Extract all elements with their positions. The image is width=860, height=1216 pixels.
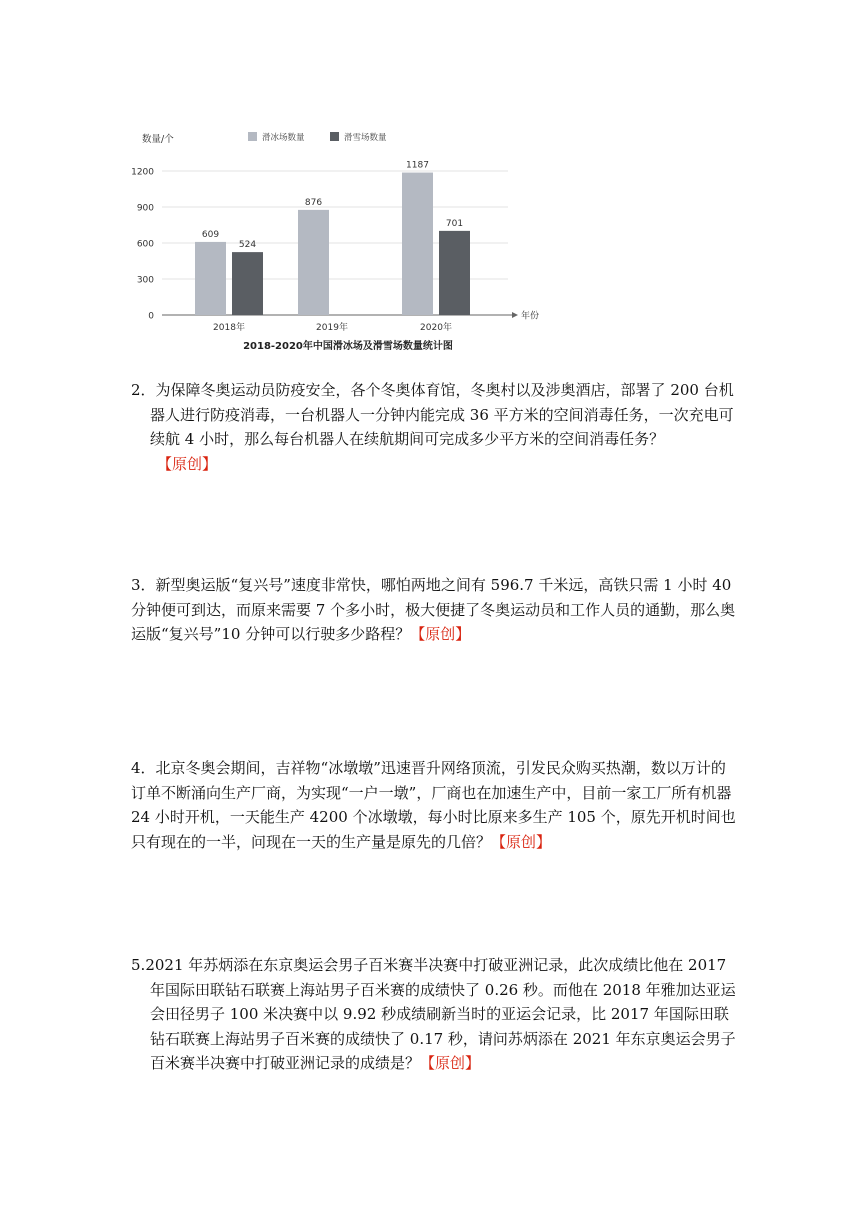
question-5 (131, 953, 739, 1076)
question-5-tag: 【原创】 (420, 1054, 481, 1072)
bar (402, 173, 433, 315)
x-axis-label: 年份 (521, 311, 540, 322)
y-tick-label: 900 (136, 203, 154, 214)
question-3-tag: 【原创】 (410, 625, 471, 643)
y-tick-label: 300 (136, 275, 154, 286)
x-axis-arrow (512, 312, 518, 318)
question-4 (131, 756, 739, 854)
bar (195, 242, 226, 315)
x-tick-label: 2020年 (420, 323, 452, 333)
bar (439, 231, 470, 315)
question-2 (131, 378, 739, 476)
question-2-body (131, 378, 739, 452)
legend-swatch (248, 132, 257, 141)
y-tick-label: 0 (148, 311, 154, 322)
y-axis-label: 数量/个 (142, 134, 174, 145)
data-label: 524 (238, 240, 257, 251)
x-tick-label: 2018年 (213, 323, 245, 333)
question-2-number: 2． (131, 381, 156, 399)
data-label: 1187 (406, 160, 429, 171)
legend-label: 滑冰场数量 (262, 133, 305, 143)
chart-title: 2018-2020年中国滑冰场及滑雪场数量统计图 (243, 341, 453, 352)
y-tick-label: 600 (136, 239, 154, 250)
bar (298, 210, 329, 315)
question-4-text: 北京冬奥会期间，吉祥物“冰墩墩”迅速晋升网络顶流，引发民众购买热潮，数以万计的订单不断涌向生产厂商，为实现“一户一墩”，厂商也在加速生产中，目前一家工厂所有机器 24 小时开机，一天能生产 4200 个冰墩墩，每小时比原来多生产 105 个，原先开机时间也只有现在的一半，问现在一天的生产量是原先的几倍？ (131, 759, 736, 851)
legend-swatch (330, 132, 339, 141)
bar (232, 252, 263, 315)
question-3 (131, 573, 739, 647)
question-3-text: 新型奥运版“复兴号”速度非常快，哪怕两地之间有 596.7 千米远，高铁只需 1 小时 40 分钟便可到达，而原来需要 7 个多小时，极大便捷了冬奥运动员和工作人员的通勤，那么奥运版“复兴号”10 分钟可以行驶多少路程？ (131, 576, 736, 643)
question-5-number: 5. (131, 956, 146, 974)
question-4-tag: 【原创】 (491, 832, 552, 851)
question-2-text: 为保障冬奥运动员防疫安全，各个冬奥体育馆，冬奥村以及涉奥酒店，部署了 200 台机器人进行防疫消毒，一台机器人一分钟内能完成 36 平方米的空间消毒任务，一次充电可续航 4 小时，那么每台机器人在续航期间可完成多少平方米的空间消毒任务？ (150, 381, 734, 448)
data-label: 701 (445, 218, 464, 229)
data-label: 609 (201, 229, 220, 240)
x-tick-label: 2019年 (316, 323, 348, 333)
bar-chart (128, 124, 548, 360)
question-5-text: 2021 年苏炳添在东京奥运会男子百米赛半决赛中打破亚洲记录，此次成绩比他在 2017 年国际田联钻石联赛上海站男子百米赛的成绩快了 0.26 秒。而他在 2018 年雅加达亚运会田径男子 100 米决赛中以 9.92 秒成绩刷新当时的亚运会记录，比 2017 年国际田联钻石联赛上海站男子百米赛的成绩快了 0.17 秒，请问苏炳添在 2021 年东京奥运会男子百米赛半决赛中打破亚洲记录的成绩是？ (145, 956, 736, 1072)
data-label: 876 (304, 197, 323, 208)
question-2-tag: 【原创】 (157, 454, 218, 473)
y-tick-label: 1200 (131, 167, 154, 178)
legend-label: 滑雪场数量 (344, 133, 387, 143)
question-5-body (131, 953, 739, 1076)
question-3-number: 3． (131, 576, 156, 594)
question-4-number: 4． (131, 759, 156, 777)
